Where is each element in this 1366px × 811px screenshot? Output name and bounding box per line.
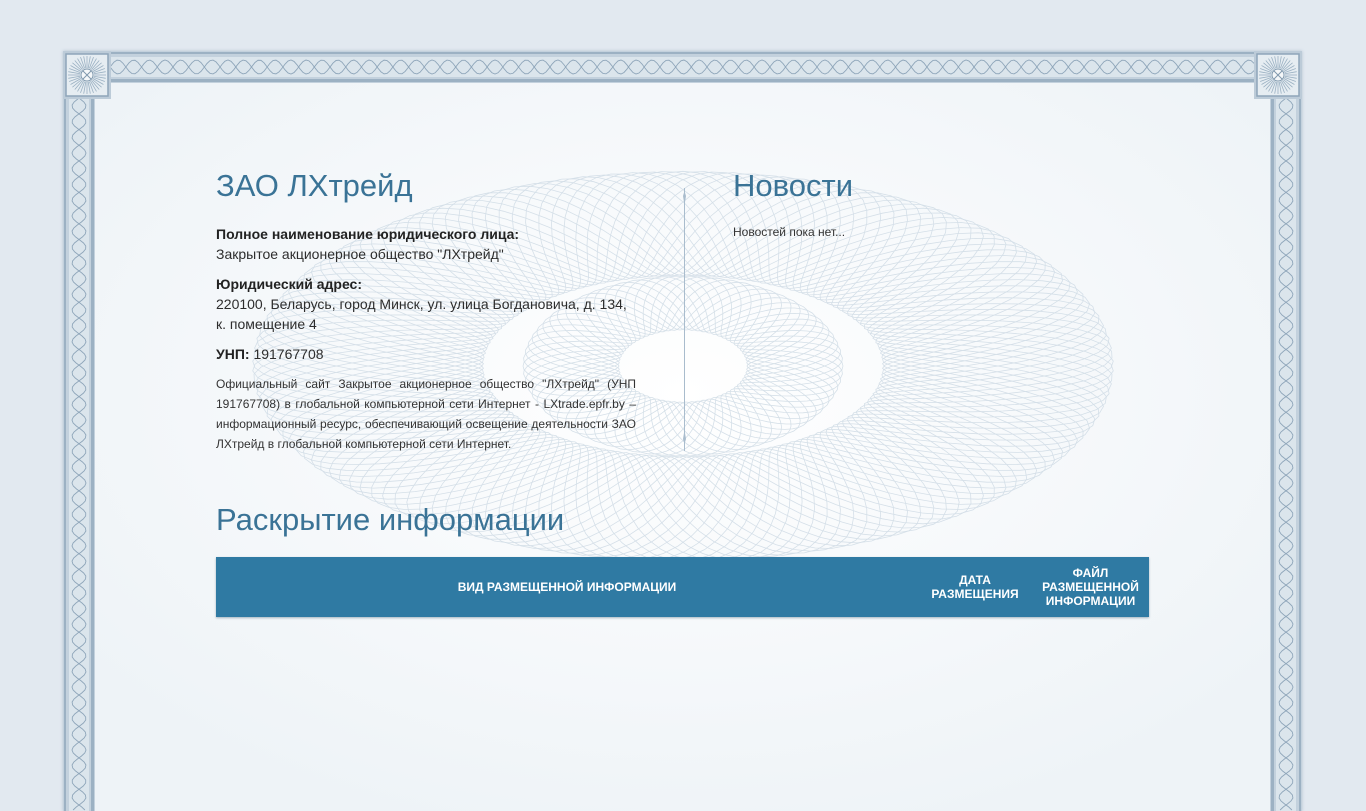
column-header-date: ДАТА РАЗМЕЩЕНИЯ bbox=[931, 573, 1019, 601]
page-content bbox=[63, 51, 1302, 811]
divider-ornament-icon bbox=[680, 430, 689, 444]
company-title: ЗАО ЛХтрейд bbox=[216, 168, 413, 203]
full-name-block bbox=[216, 224, 636, 264]
disclosure-title: Раскрытие информации bbox=[216, 502, 565, 537]
full-name-value: Закрытое акционерное общество "ЛХтрейд" bbox=[216, 246, 504, 262]
column-header-info-type: ВИД РАЗМЕЩЕННОЙ ИНФОРМАЦИИ bbox=[457, 580, 677, 594]
divider-ornament-icon bbox=[680, 191, 689, 205]
disclosure-table-header bbox=[216, 557, 1149, 617]
address-label: Юридический адрес: bbox=[216, 276, 362, 292]
unp-block bbox=[216, 344, 636, 364]
unp-label: УНП: bbox=[216, 346, 250, 362]
news-empty-message: Новостей пока нет... bbox=[733, 225, 846, 239]
unp-value: 191767708 bbox=[253, 346, 324, 362]
certificate-frame bbox=[63, 51, 1302, 811]
column-header-file: ФАЙЛ РАЗМЕЩЕННОЙ ИНФОРМАЦИИ bbox=[1042, 566, 1139, 608]
full-name-label: Полное наименование юридического лица: bbox=[216, 226, 520, 242]
column-divider bbox=[684, 188, 685, 451]
site-description: Официальный сайт Закрытое акционерное общество "ЛХтрейд" (УНП 191767708) в глобальной компьютерной сети Интернет - LXtrade.epfr.by – информационный ресурс, обеспечивающий освещение деятельности ЗАО ЛХтрейд в глобальной компьютерной сети Интернет. bbox=[216, 377, 636, 451]
address-value: 220100, Беларусь, город Минск, ул. улица Богдановича, д. 134, к. помещение 4 bbox=[216, 296, 627, 332]
news-title: Новости bbox=[733, 168, 854, 203]
company-info bbox=[216, 224, 636, 454]
address-block bbox=[216, 274, 636, 334]
